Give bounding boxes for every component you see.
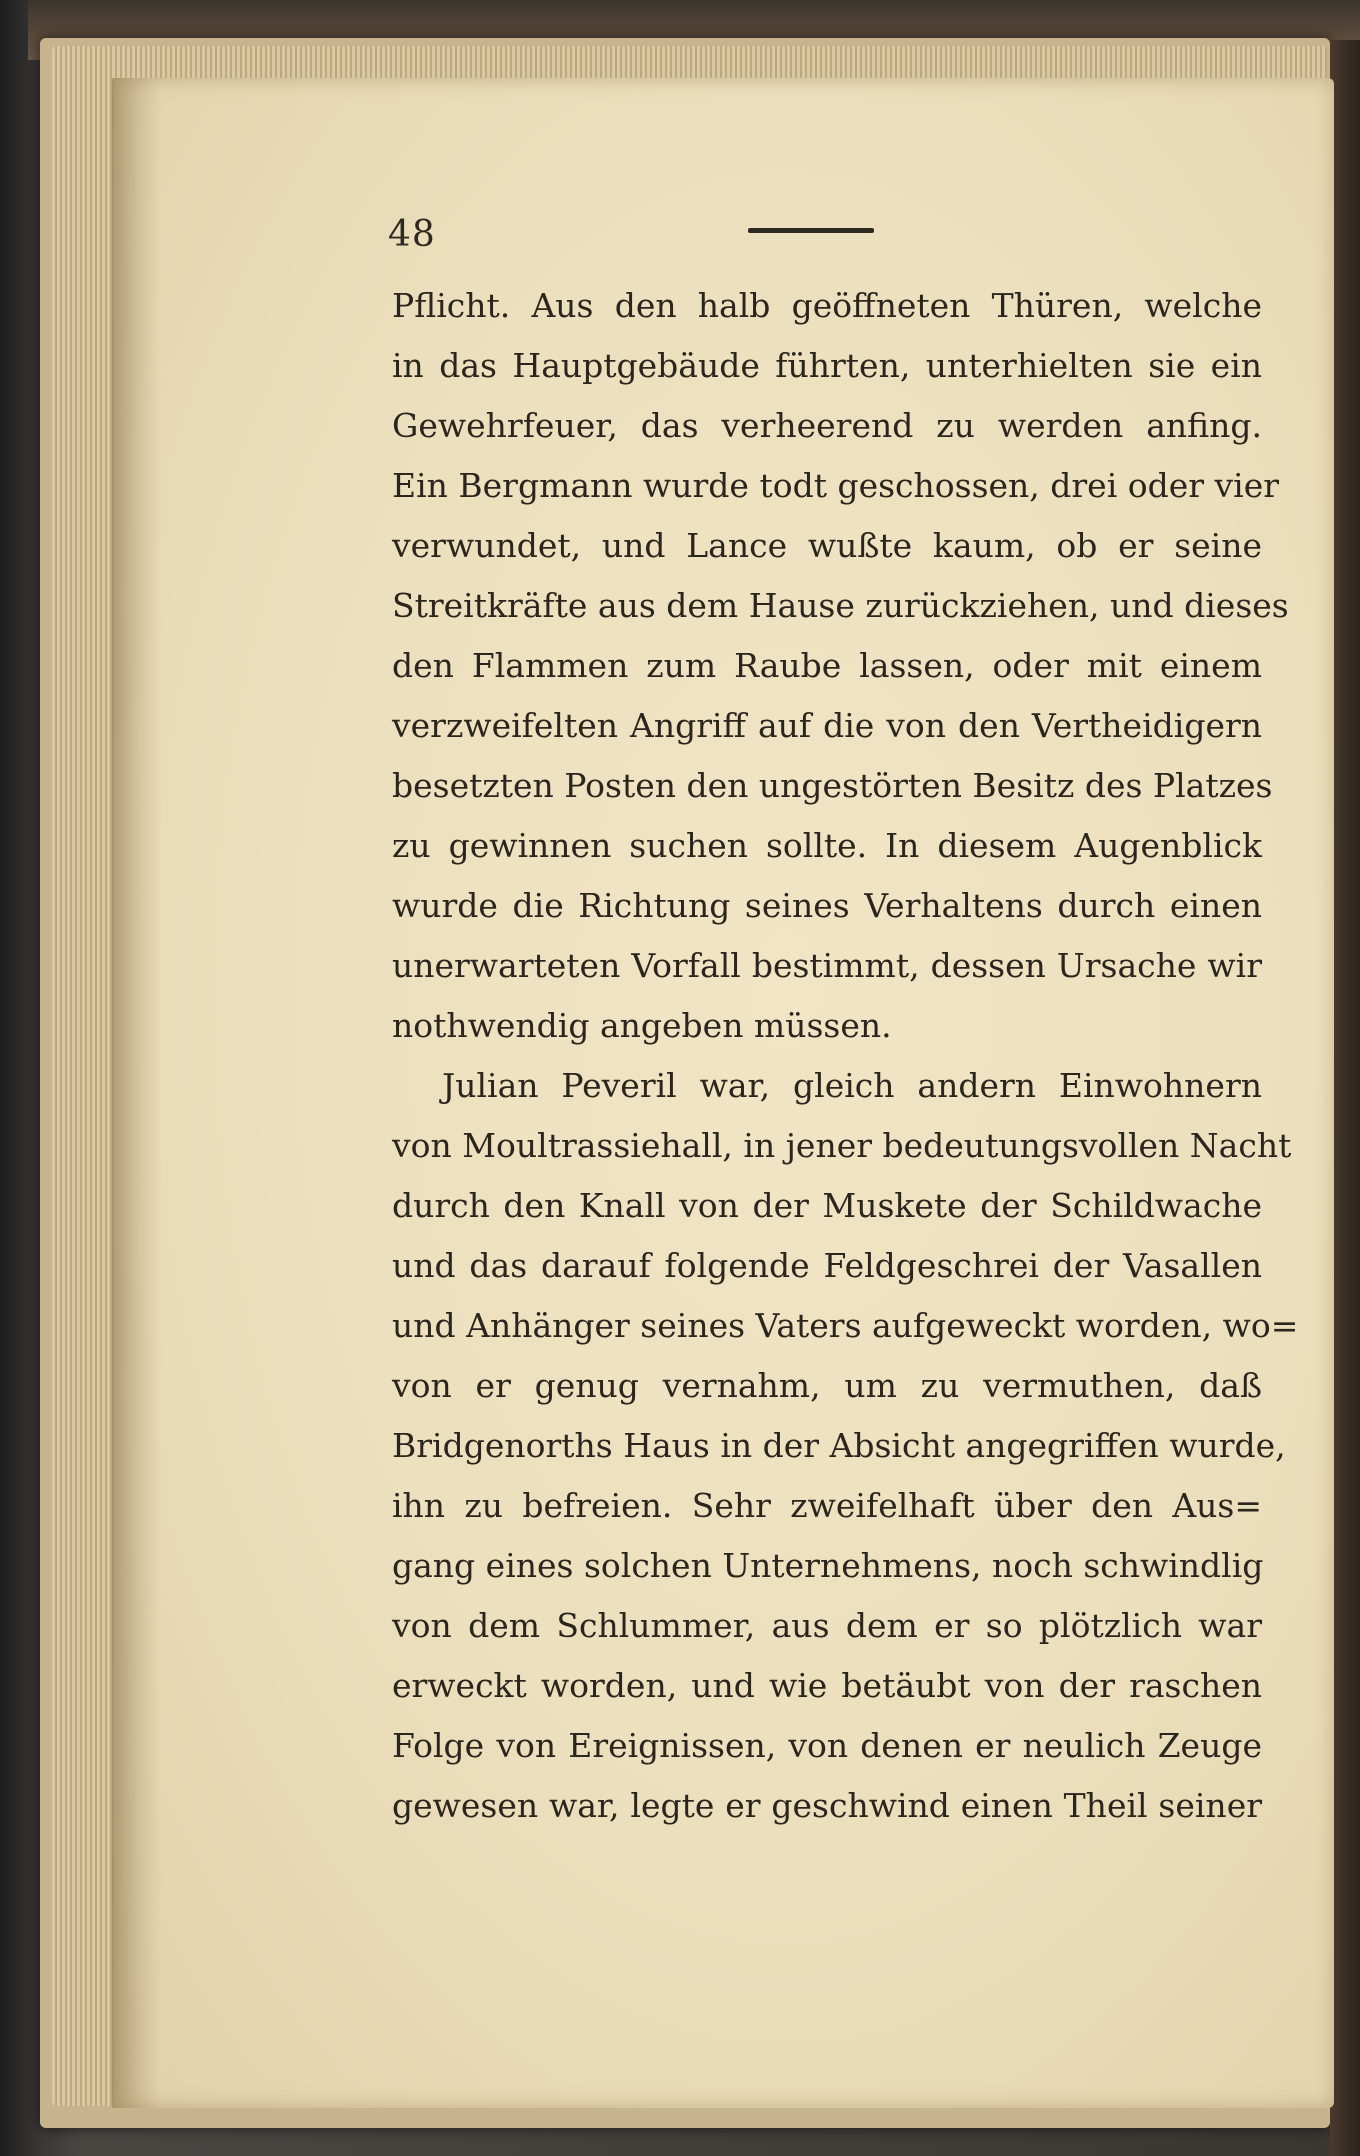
header-rule: [748, 228, 874, 233]
text-line: Bridgenorths Haus in der Absicht angegriffen wurde,: [392, 1426, 1286, 1465]
text-line: Pflicht. Aus den halb geöffneten Thüren, welche: [392, 286, 1262, 325]
page-number: 48: [388, 214, 436, 255]
text-line: von dem Schlummer, aus dem er so plötzlich war: [392, 1606, 1262, 1645]
text-line: Julian Peveril war, gleich andern Einwohnern: [442, 1066, 1262, 1105]
text-line: nothwendig angeben müssen.: [392, 1006, 892, 1045]
body-text: [392, 276, 1299, 1836]
text-line: verzweifelten Angriff auf die von den Vertheidigern: [392, 706, 1262, 745]
text-line: zu gewinnen suchen sollte. In diesem Augenblick: [392, 826, 1262, 865]
text-line: Folge von Ereignissen, von denen er neulich Zeuge: [392, 1726, 1262, 1765]
text-line: durch den Knall von der Muskete der Schildwache: [392, 1186, 1262, 1225]
text-line: gang eines solchen Unternehmens, noch schwindlig: [392, 1546, 1264, 1585]
text-line: gewesen war, legte er geschwind einen Theil seiner: [392, 1786, 1262, 1825]
text-line: Gewehrfeuer, das verheerend zu werden anfing.: [392, 406, 1262, 445]
text-line: Ein Bergmann wurde todt geschossen, drei oder vier: [392, 466, 1280, 505]
text-line: ihn zu befreien. Sehr zweifelhaft über den Aus=: [392, 1486, 1262, 1525]
text-line: Streitkräfte aus dem Hause zurückziehen, und dieses: [392, 586, 1289, 625]
text-line: und das darauf folgende Feldgeschrei der Vasallen: [392, 1246, 1262, 1285]
spine-shadow: [112, 78, 162, 2108]
text-line: unerwarteten Vorfall bestimmt, dessen Ursache wir: [392, 946, 1262, 985]
text-line: in das Hauptgebäude führten, unterhielten sie ein: [392, 346, 1262, 385]
text-line: verwundet, und Lance wußte kaum, ob er seine: [392, 526, 1262, 565]
text-line: und Anhänger seines Vaters aufgeweckt worden, wo=: [392, 1306, 1299, 1345]
text-line: wurde die Richtung seines Verhaltens durch einen: [392, 886, 1262, 925]
text-line: erweckt worden, und wie betäubt von der raschen: [392, 1666, 1262, 1705]
book-cover-right: [1330, 40, 1360, 2156]
text-line: den Flammen zum Raube lassen, oder mit einem: [392, 646, 1262, 685]
text-line: besetzten Posten den ungestörten Besitz des Platzes: [392, 766, 1273, 805]
text-line: von er genug vernahm, um zu vermuthen, daß: [392, 1366, 1262, 1405]
text-line: von Moultrassiehall, in jener bedeutungsvollen Nacht: [392, 1126, 1292, 1165]
